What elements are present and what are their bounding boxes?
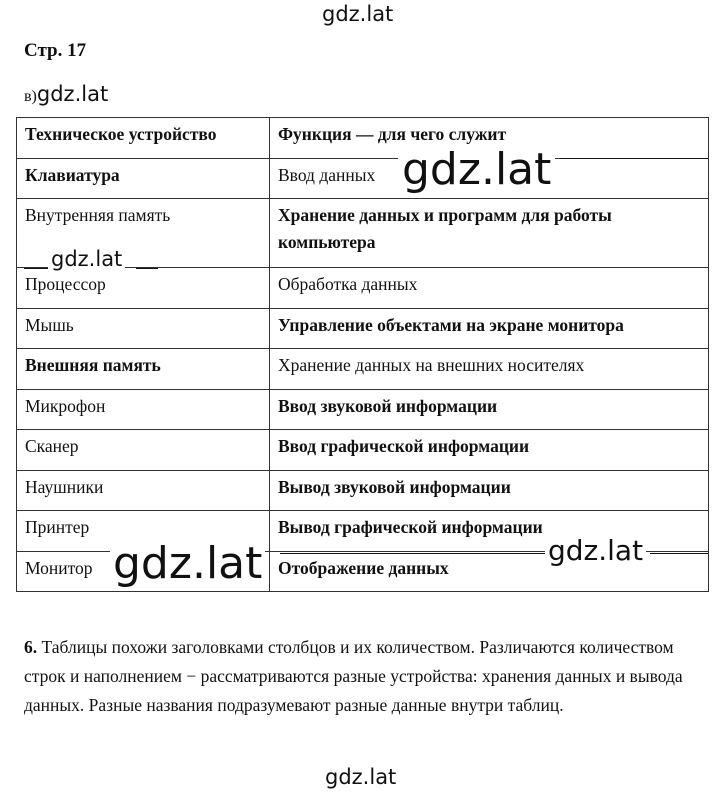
watermark-overlay: gdz.lat bbox=[48, 249, 125, 270]
watermark-underline bbox=[24, 268, 48, 269]
watermark-overlay: gdz.lat bbox=[545, 537, 646, 565]
answer-number: 6. bbox=[24, 637, 38, 657]
device-cell: Сканер bbox=[17, 430, 270, 471]
column-header-function: Функция — для чего служит bbox=[270, 118, 709, 159]
device-cell: Микрофон bbox=[17, 389, 270, 430]
table-row bbox=[17, 430, 709, 471]
function-cell: Хранение данных и программ для работы компьютера bbox=[270, 199, 709, 268]
devices-table bbox=[16, 117, 709, 592]
function-cell: Обработка данных bbox=[270, 268, 709, 309]
watermark-inline: gdz.lat bbox=[36, 82, 109, 106]
device-cell: Принтер bbox=[17, 511, 270, 552]
table-row bbox=[17, 389, 709, 430]
device-cell: Монитор bbox=[17, 551, 270, 592]
device-cell: Мышь bbox=[17, 308, 270, 349]
watermark-overlay: gdz.lat bbox=[110, 542, 265, 586]
function-cell: Вывод графической информации bbox=[270, 511, 709, 552]
answer-text: Таблицы похожи заголовками столбцов и их количеством. Различаются количеством строк и наполнением − рассматриваются разные устройства: хранения данных и вывода данных. Разные названия подразумевают разные данные внутри таблиц. bbox=[24, 637, 683, 715]
table-row bbox=[17, 470, 709, 511]
section-letter: в) bbox=[24, 88, 37, 105]
watermark-underline bbox=[560, 158, 708, 159]
device-cell: Наушники bbox=[17, 470, 270, 511]
watermark-overlay: gdz.lat bbox=[398, 148, 555, 192]
section-letter-with-watermark bbox=[24, 84, 108, 105]
function-cell: Вывод звуковой информации bbox=[270, 470, 709, 511]
function-cell: Ввод данных bbox=[270, 158, 709, 199]
device-cell: Процессор bbox=[17, 268, 270, 309]
function-cell: Ввод звуковой информации bbox=[270, 389, 709, 430]
table-row bbox=[17, 268, 709, 309]
table-row bbox=[17, 349, 709, 390]
page-title: Стр. 17 bbox=[24, 40, 87, 61]
table-row bbox=[17, 308, 709, 349]
device-cell: Внешняя память bbox=[17, 349, 270, 390]
table-row bbox=[17, 158, 709, 199]
watermark-underline bbox=[136, 268, 158, 269]
watermark-underline bbox=[280, 553, 545, 554]
watermark-bottom: gdz.lat bbox=[325, 765, 397, 789]
device-cell: Клавиатура bbox=[17, 158, 270, 199]
function-cell: Отображение данных bbox=[270, 551, 709, 592]
function-cell: Хранение данных на внешних носителях bbox=[270, 349, 709, 390]
column-header-device: Техническое устройство bbox=[17, 118, 270, 159]
answer-paragraph bbox=[24, 633, 712, 720]
device-cell: Внутренняя память bbox=[17, 199, 270, 268]
watermark-top: gdz.lat bbox=[322, 2, 394, 26]
function-cell: Управление объектами на экране монитора bbox=[270, 308, 709, 349]
function-cell: Ввод графической информации bbox=[270, 430, 709, 471]
watermark-underline bbox=[650, 553, 708, 554]
table-header-row bbox=[17, 118, 709, 159]
